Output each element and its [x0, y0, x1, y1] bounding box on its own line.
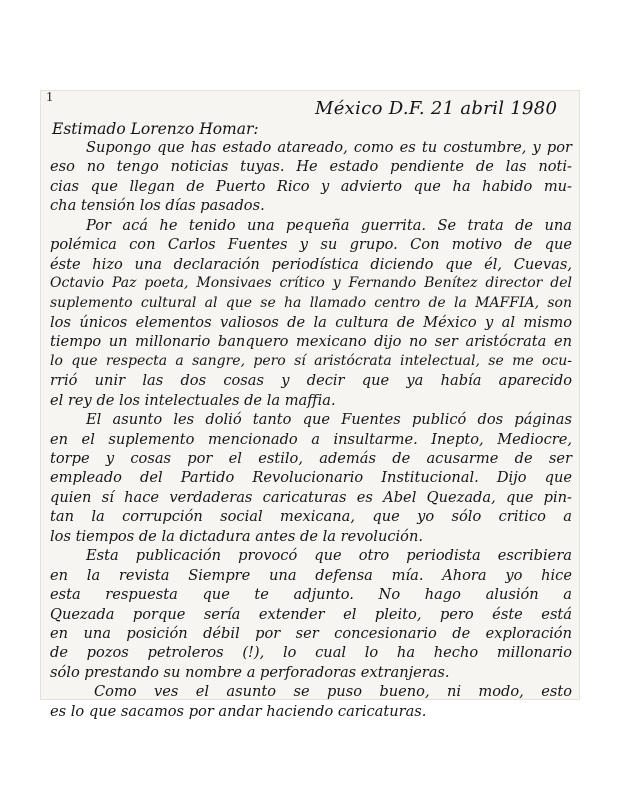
letter-line: esta respuesta que te adjunto. No hago alusión a: [50, 586, 572, 604]
letter-line: Como ves el asunto se puso bueno, ni modo, esto: [94, 683, 572, 701]
letter-line: El asunto les dolió tanto que Fuentes publicó dos páginas: [86, 411, 572, 429]
page-number: 1: [46, 90, 53, 105]
letter-sheet: [40, 90, 580, 720]
letter-line: los únicos elementos valiosos de la cultura de México y al mismo: [50, 313, 572, 331]
letter-line: éste hizo una declaración periodística diciendo que él, Cuevas,: [50, 255, 572, 273]
letter-line: eso no tengo noticias tuyas. He estado pendiente de las noti-: [50, 158, 572, 176]
letter-line: rrió unir las dos cosas y decir que ya había aparecido: [50, 372, 572, 390]
letter-line: tiempo un millonario banquero mexicano dijo no ser aristócrata en: [50, 333, 572, 351]
letter-line: en una posición débil por ser concesionario de exploración: [50, 624, 572, 642]
letter-line: polémica con Carlos Fuentes y su grupo. Con motivo de que: [50, 236, 572, 254]
letter-line: los tiempos de la dictadura antes de la revolución.: [50, 527, 424, 545]
letter-line: sólo prestando su nombre a perforadoras extranjeras.: [50, 663, 450, 681]
letter-line: lo que respecta a sangre, pero sí aristócrata intelectual, se me ocu-: [50, 352, 572, 369]
letter-line: Por acá he tenido una pequeña guerrita. Se trata de una: [86, 216, 572, 234]
letter-line: suplemento cultural al que se ha llamado centro de la MAFFIA, son: [50, 294, 572, 311]
letter-line: quien sí hace verdaderas caricaturas es Abel Quezada, que pin-: [50, 488, 572, 506]
letter-body: [50, 138, 572, 721]
letter-line: es lo que sacamos por andar haciendo caricaturas.: [50, 702, 427, 720]
letter-date: México D.F. 21 abril 1980: [315, 98, 558, 119]
letter-greeting: Estimado Lorenzo Homar:: [52, 120, 259, 138]
letter-line: en el suplemento mencionado a insultarme. Inepto, Mediocre,: [50, 430, 572, 448]
letter-line: torpe y cosas por el estilo, además de acusarme de ser: [50, 450, 572, 467]
letter-line: el rey de los intelectuales de la maffia.: [50, 391, 336, 409]
letter-line: de pozos petroleros (!), lo cual lo ha hecho millonario: [50, 644, 572, 662]
letter-line: Quezada porque sería extender el pleito, pero éste está: [50, 605, 572, 623]
letter-line: Octavio Paz poeta, Monsivaes crítico y Fernando Benítez director del: [50, 275, 572, 292]
letter-line: Esta publicación provocó que otro periodista escribiera: [86, 547, 572, 565]
letter-line: Supongo que has estado atareado, como es tu costumbre, y por: [86, 139, 572, 156]
letter-line: empleado del Partido Revolucionario Institucional. Dijo que: [50, 469, 572, 487]
letter-line: tan la corrupción social mexicana, que yo sólo critico a: [50, 508, 572, 526]
letter-line: cha tensión los días pasados.: [50, 197, 265, 215]
letter-line: en la revista Siempre una defensa mía. Ahora yo hice: [50, 566, 572, 584]
letter-line: cias que llegan de Puerto Rico y advierto que ha habido mu-: [50, 177, 572, 195]
